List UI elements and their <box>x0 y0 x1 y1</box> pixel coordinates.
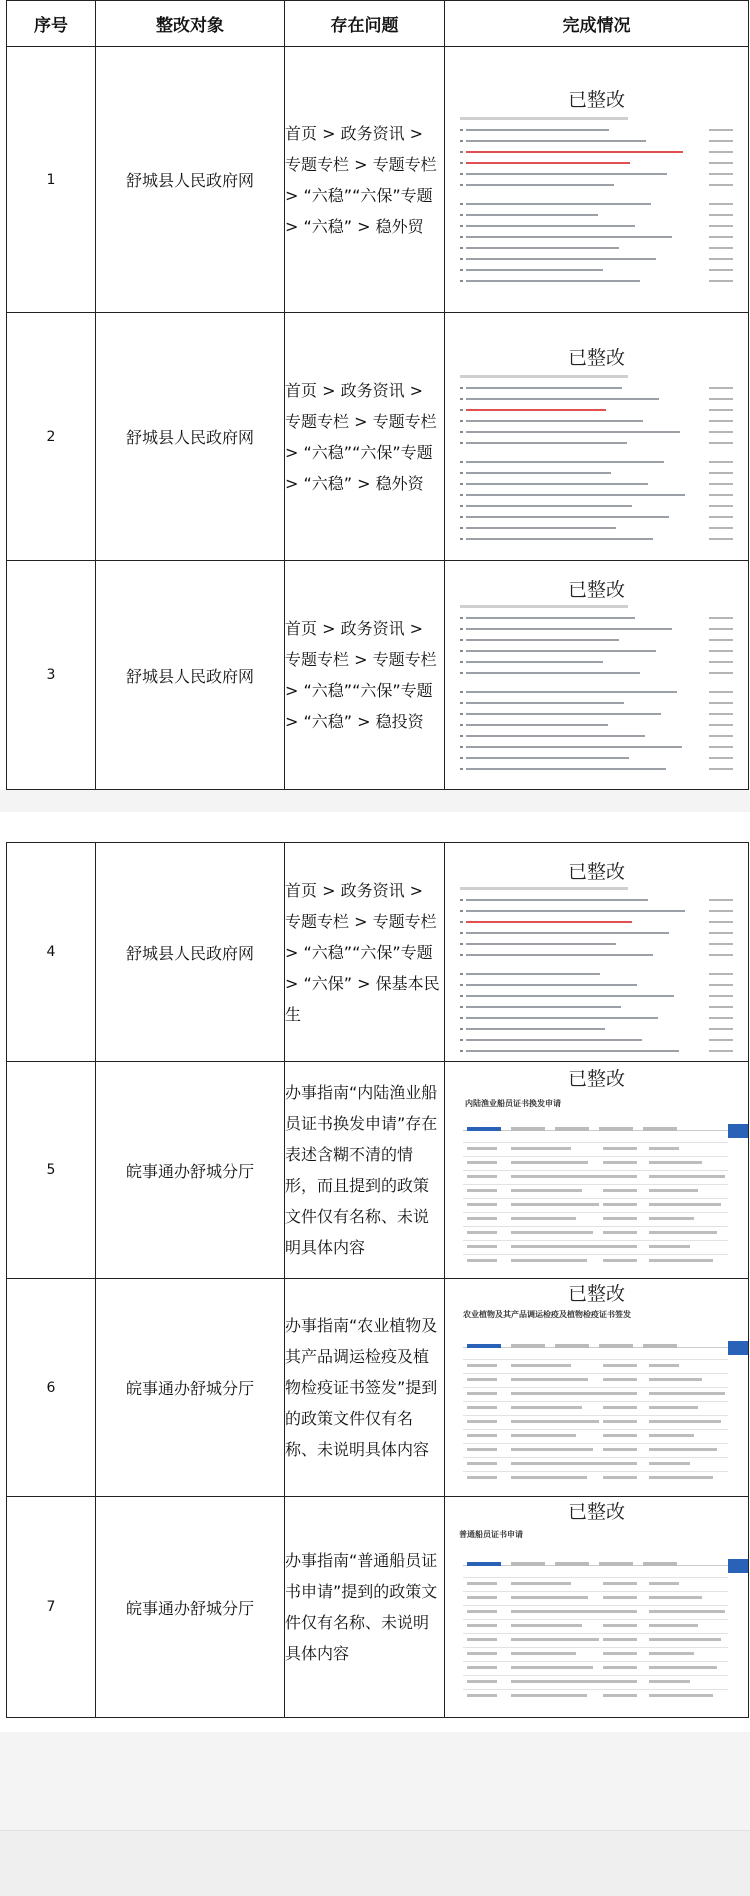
screenshot-form-row <box>463 1401 728 1416</box>
status-screenshot <box>445 1279 749 1497</box>
screenshot-form-row <box>463 1471 728 1486</box>
screenshot-list-line <box>460 173 733 175</box>
screenshot-breadcrumb <box>460 117 628 120</box>
rectification-table-part-1 <box>6 0 749 790</box>
table-row <box>7 561 749 790</box>
screenshot-list-line <box>460 151 733 153</box>
form-title: 农业植物及其产品调运检疫及植物检疫证书签发 <box>463 1310 631 1319</box>
screenshot-list-line <box>460 420 733 422</box>
row-issue: 办事指南“内陆渔业船员证书换发申请”存在表述含糊不清的情形，而且提到的政策文件仅有名称、未说明具体内容 <box>285 1062 445 1279</box>
screenshot-list-line <box>460 995 733 997</box>
blank-page-footer <box>0 1830 750 1896</box>
screenshot-list-line <box>460 639 733 641</box>
screenshot-form-row <box>463 1605 728 1620</box>
screenshot-form-row <box>463 1675 728 1690</box>
screenshot-breadcrumb <box>460 887 628 890</box>
status-label: 已整改 <box>567 861 625 883</box>
row-object: 舒城县人民政府网 <box>96 313 285 561</box>
screenshot-list-line <box>460 954 733 956</box>
form-title: 内陆渔业船员证书换发申请 <box>465 1099 561 1108</box>
status-screenshot <box>445 1062 749 1279</box>
screenshot-list-line <box>460 527 733 529</box>
screenshot-form-row <box>463 1619 728 1634</box>
screenshot-list-line <box>460 538 733 540</box>
screenshot-list-line <box>460 899 733 901</box>
status-screenshot <box>445 47 749 313</box>
screenshot-form-row <box>463 1198 728 1213</box>
screenshot-action-button <box>728 1124 748 1138</box>
row-issue: 首页 > 政务资讯 > 专题专栏 > 专题专栏 > “六稳”“六保”专题 > “六稳” > 稳外贸 <box>285 47 445 313</box>
screenshot-form-row <box>463 1226 728 1241</box>
table-row <box>7 47 749 313</box>
screenshot-form-row <box>463 1457 728 1472</box>
screenshot-form-row <box>463 1254 728 1269</box>
screenshot-list-line <box>460 247 733 249</box>
header-issue: 存在问题 <box>285 1 445 47</box>
screenshot-list-line <box>460 431 733 433</box>
screenshot-list-line <box>460 483 733 485</box>
screenshot-form-row <box>463 1212 728 1227</box>
table-row <box>7 1062 749 1279</box>
row-issue: 办事指南“普通船员证书申请”提到的政策文件仅有名称、未说明具体内容 <box>285 1497 445 1718</box>
screenshot-list-line <box>460 516 733 518</box>
screenshot-action-button <box>728 1559 748 1573</box>
table-row <box>7 313 749 561</box>
screenshot-form-row <box>463 1359 728 1374</box>
screenshot-list-line <box>460 129 733 131</box>
screenshot-list-line <box>460 461 733 463</box>
row-number: 5 <box>7 1062 96 1279</box>
screenshot-list-line <box>460 943 733 945</box>
screenshot-list-line <box>460 672 733 674</box>
screenshot-form-row <box>463 1387 728 1402</box>
status-label: 已整改 <box>567 1283 625 1305</box>
row-issue: 首页 > 政务资讯 > 专题专栏 > 专题专栏 > “六稳”“六保”专题 > “六稳” > 稳投资 <box>285 561 445 790</box>
screenshot-list-line <box>460 1039 733 1041</box>
screenshot-action-button <box>728 1341 748 1355</box>
screenshot-list-line <box>460 973 733 975</box>
row-issue: 首页 > 政务资讯 > 专题专栏 > 专题专栏 > “六稳”“六保”专题 > “六稳” > 稳外资 <box>285 313 445 561</box>
screenshot-list-line <box>460 921 733 923</box>
table-page-2 <box>0 812 750 1732</box>
screenshot-form-row <box>463 1240 728 1255</box>
screenshot-form-row <box>463 1443 728 1458</box>
table-row <box>7 843 749 1062</box>
screenshot-list-line <box>460 1028 733 1030</box>
screenshot-form-row <box>463 1689 728 1704</box>
screenshot-list-line <box>460 505 733 507</box>
screenshot-list-line <box>460 984 733 986</box>
screenshot-form-row <box>463 1591 728 1606</box>
status-screenshot <box>445 843 749 1062</box>
status-label: 已整改 <box>567 1501 625 1523</box>
header-object: 整改对象 <box>96 1 285 47</box>
screenshot-list-line <box>460 713 733 715</box>
status-label: 已整改 <box>567 89 625 111</box>
screenshot-form-row <box>463 1373 728 1388</box>
screenshot-list-line <box>460 236 733 238</box>
table-header-row <box>7 1 749 47</box>
status-screenshot <box>445 313 749 561</box>
screenshot-list-line <box>460 494 733 496</box>
screenshot-list-line <box>460 617 733 619</box>
screenshot-list-line <box>460 661 733 663</box>
header-status: 完成情况 <box>445 1 749 47</box>
row-issue: 办事指南“农业植物及其产品调运检疫及植物检疫证书签发”提到的政策文件仅有名称、未说明具体内容 <box>285 1279 445 1497</box>
screenshot-list-line <box>460 768 733 770</box>
screenshot-list-line <box>460 442 733 444</box>
screenshot-form-row <box>463 1661 728 1676</box>
screenshot-form-row <box>463 1142 728 1157</box>
row-object: 舒城县人民政府网 <box>96 561 285 790</box>
screenshot-list-line <box>460 280 733 282</box>
screenshot-list-line <box>460 472 733 474</box>
screenshot-list-line <box>460 409 733 411</box>
screenshot-list-line <box>460 650 733 652</box>
row-object: 皖事通办舒城分厅 <box>96 1062 285 1279</box>
screenshot-list-line <box>460 724 733 726</box>
table-row <box>7 1497 749 1718</box>
screenshot-tabs <box>463 1333 728 1348</box>
screenshot-form-row <box>463 1577 728 1592</box>
screenshot-list-line <box>460 214 733 216</box>
form-title: 普通船员证书申请 <box>459 1530 523 1539</box>
screenshot-form-row <box>463 1633 728 1648</box>
status-screenshot <box>445 561 749 790</box>
screenshot-form-row <box>463 1156 728 1171</box>
header-number: 序号 <box>7 1 96 47</box>
row-object: 舒城县人民政府网 <box>96 843 285 1062</box>
rectification-table-part-2 <box>6 842 749 1718</box>
screenshot-form-row <box>463 1429 728 1444</box>
screenshot-list-line <box>460 140 733 142</box>
screenshot-list-line <box>460 203 733 205</box>
screenshot-list-line <box>460 269 733 271</box>
screenshot-list-line <box>460 1050 733 1052</box>
screenshot-list-line <box>460 184 733 186</box>
row-object: 皖事通办舒城分厅 <box>96 1497 285 1718</box>
screenshot-list-line <box>460 735 733 737</box>
status-label: 已整改 <box>567 347 625 369</box>
screenshot-form-row <box>463 1170 728 1185</box>
screenshot-list-line <box>460 398 733 400</box>
row-number: 6 <box>7 1279 96 1497</box>
screenshot-tabs <box>463 1116 728 1131</box>
table-row <box>7 1279 749 1497</box>
status-screenshot <box>445 1497 749 1718</box>
screenshot-list-line <box>460 162 733 164</box>
screenshot-list-line <box>460 628 733 630</box>
status-label: 已整改 <box>567 1068 625 1090</box>
screenshot-list-line <box>460 932 733 934</box>
row-number: 3 <box>7 561 96 790</box>
row-object: 皖事通办舒城分厅 <box>96 1279 285 1497</box>
row-number: 4 <box>7 843 96 1062</box>
status-label: 已整改 <box>567 579 625 601</box>
screenshot-list-line <box>460 910 733 912</box>
screenshot-breadcrumb <box>460 605 628 608</box>
screenshot-list-line <box>460 258 733 260</box>
row-object: 舒城县人民政府网 <box>96 47 285 313</box>
screenshot-list-line <box>460 691 733 693</box>
screenshot-list-line <box>460 1006 733 1008</box>
screenshot-list-line <box>460 1017 733 1019</box>
screenshot-list-line <box>460 387 733 389</box>
row-issue: 首页 > 政务资讯 > 专题专栏 > 专题专栏 > “六稳”“六保”专题 > “六保” > 保基本民生 <box>285 843 445 1062</box>
row-number: 2 <box>7 313 96 561</box>
row-number: 7 <box>7 1497 96 1718</box>
screenshot-breadcrumb <box>460 375 628 378</box>
screenshot-form-row <box>463 1184 728 1199</box>
screenshot-list-line <box>460 746 733 748</box>
screenshot-list-line <box>460 225 733 227</box>
screenshot-list-line <box>460 757 733 759</box>
table-page-1 <box>0 0 750 790</box>
row-number: 1 <box>7 47 96 313</box>
screenshot-form-row <box>463 1647 728 1662</box>
screenshot-form-row <box>463 1415 728 1430</box>
screenshot-tabs <box>463 1551 728 1566</box>
screenshot-list-line <box>460 702 733 704</box>
